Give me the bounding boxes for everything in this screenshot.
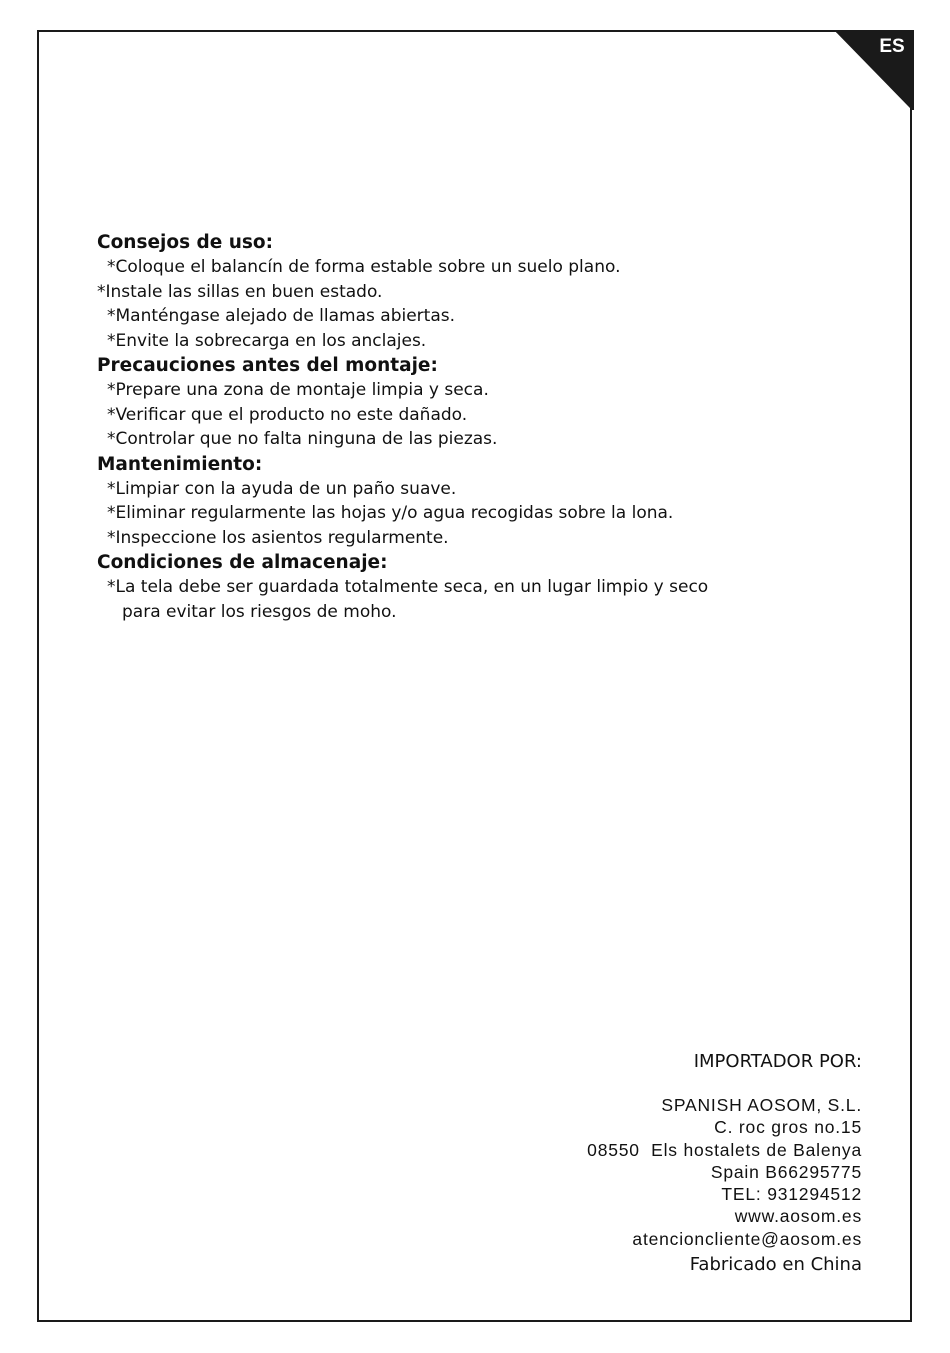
pre-assembly-precautions-section — [97, 353, 817, 452]
instruction-item: *Inspeccione los asientos regularmente. — [107, 527, 449, 548]
address-country-tax-id: Spain B66295775 — [710, 1161, 862, 1182]
importer-info — [587, 1050, 862, 1278]
instruction-item: *Instale las sillas en buen estado. — [97, 281, 383, 302]
instruction-item: *Manténgase alejado de llamas abiertas. — [107, 306, 456, 326]
instruction-item: *Prepare una zona de montaje limpia y seca. — [107, 380, 489, 400]
instruction-item: *La tela debe ser guardada totalmente seca, en un lugar limpio y seco — [107, 577, 709, 597]
address-company: SPANISH AOSOM, S.L. — [661, 1095, 862, 1115]
instruction-item: *Eliminar regularmente las hojas y/o agua recogidas sobre la lona. — [107, 503, 674, 523]
language-code-badge: ES — [879, 36, 905, 57]
maintenance-heading: Mantenimiento: — [97, 453, 263, 475]
storage-conditions-heading: Condiciones de almacenaje: — [97, 552, 388, 573]
instruction-item: para evitar los riesgos de moho. — [122, 601, 397, 622]
made-in-label: Fabricado en China — [689, 1254, 862, 1276]
address-email: atencioncliente@aosom.es — [632, 1228, 862, 1249]
storage-conditions-section — [97, 550, 817, 624]
usage-instructions — [97, 230, 817, 624]
instruction-item: *Coloque el balancín de forma estable sobre un suelo plano. — [107, 257, 621, 277]
importer-address — [587, 1094, 862, 1250]
instruction-item: *Controlar que no falta ninguna de las piezas. — [107, 429, 498, 449]
address-city: 08550 Els hostalets de Balenya — [587, 1139, 862, 1160]
maintenance-section — [97, 452, 817, 551]
importer-heading: IMPORTADOR POR: — [693, 1051, 862, 1072]
address-website: www.aosom.es — [734, 1206, 862, 1227]
instruction-item: *Limpiar con la ayuda de un paño suave. — [107, 478, 457, 499]
usage-tips-heading: Consejos de uso: — [97, 232, 274, 253]
address-phone: TEL: 931294512 — [721, 1184, 862, 1205]
pre-assembly-precautions-heading: Precauciones antes del montaje: — [97, 355, 438, 376]
usage-tips-section — [97, 230, 817, 353]
instruction-item: *Verificar que el producto no este dañado. — [107, 404, 468, 425]
address-street: C. roc gros no.15 — [714, 1117, 862, 1138]
instruction-item: *Envite la sobrecarga en los anclajes. — [107, 330, 427, 351]
